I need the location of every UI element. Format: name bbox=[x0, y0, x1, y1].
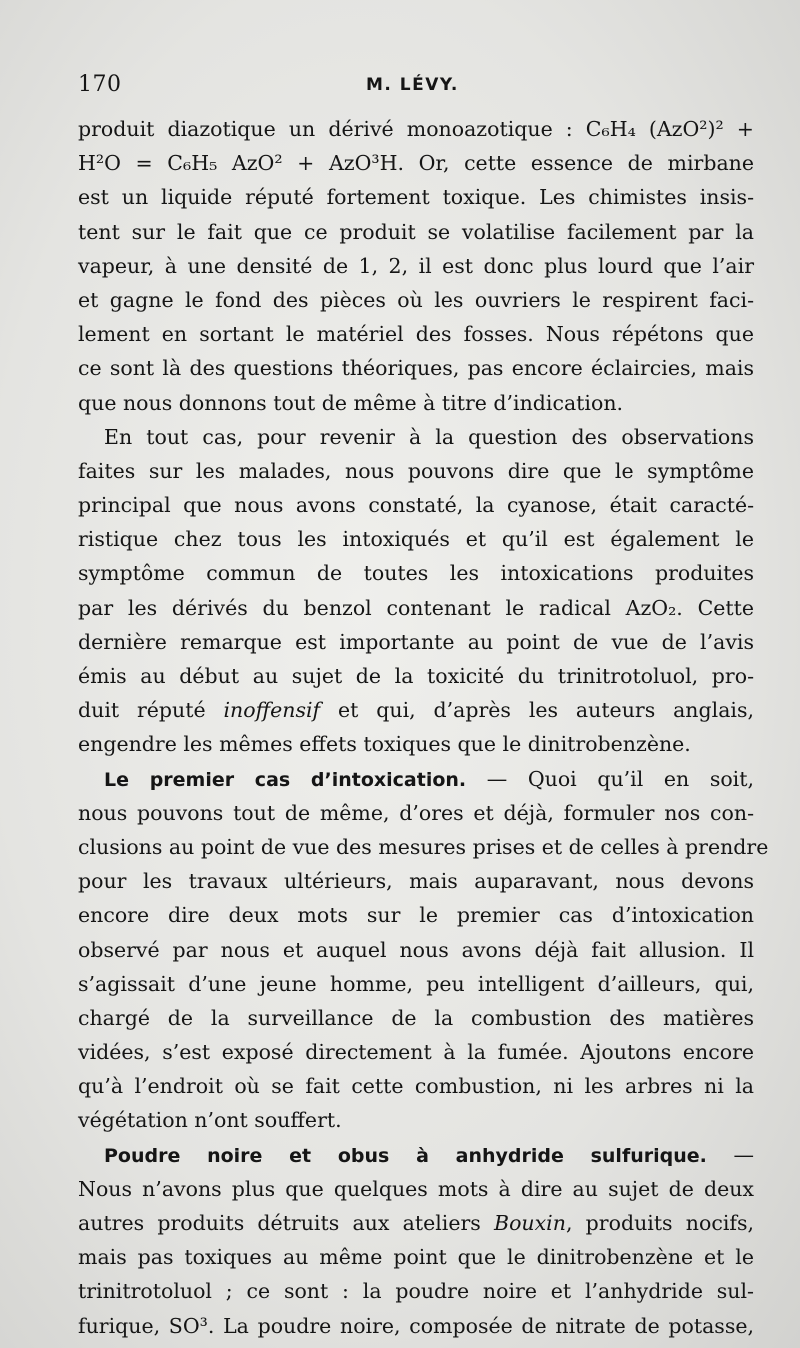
text-line: vapeur, à une densité de 1, 2, il est donc plus lourd que l’air bbox=[78, 253, 754, 278]
text-run: , produits nocifs, bbox=[565, 1211, 754, 1235]
section-heading: Le premier cas d’intoxication. bbox=[104, 768, 467, 791]
body-text bbox=[78, 112, 769, 1343]
text-line: ce sont là des questions théoriques, pas encore éclaircies, mais bbox=[78, 356, 754, 381]
text-line: et gagne le fond des pièces où les ouvriers le respirent faci- bbox=[78, 287, 754, 312]
text-line: est un liquide réputé fortement toxique. Les chimistes insis- bbox=[78, 185, 754, 210]
section-heading: Poudre noire et obus à anhydride sulfurique. bbox=[104, 1144, 707, 1167]
text-run: — bbox=[706, 1142, 754, 1167]
text-line: Nous n’avons plus que quelques mots à dire au sujet de deux bbox=[78, 1176, 754, 1201]
text-line: par les dérivés du benzol contenant le radical AzO₂. Cette bbox=[78, 595, 754, 620]
text-line: symptôme commun de toutes les intoxications produites bbox=[78, 561, 754, 586]
running-head: M. LÉVY. bbox=[366, 75, 459, 95]
text-line: En tout cas, pour revenir à la question des observations bbox=[104, 424, 754, 449]
text-run: autres produits détruits aux ateliers bbox=[78, 1211, 495, 1235]
text-line: nous pouvons tout de même, d’ores et déjà, formuler nos con- bbox=[78, 800, 754, 825]
text-run: et qui, d’après les auteurs anglais, bbox=[320, 698, 755, 723]
text-line: observé par nous et auquel nous avons déjà fait allusion. Il bbox=[78, 937, 754, 962]
text-line: végétation n’ont souffert. bbox=[78, 1108, 342, 1133]
text-line: clusions au point de vue des mesures prises et de celles à prendre bbox=[78, 834, 769, 859]
text-line: mais pas toxiques au même point que le dinitrobenzène et le bbox=[78, 1245, 754, 1270]
section-heading-line bbox=[78, 762, 754, 796]
text-line: tent sur le fait que ce produit se volatilise facilement par la bbox=[78, 219, 754, 244]
text-line: principal que nous avons constaté, la cyanose, était caracté- bbox=[78, 493, 754, 518]
page-header bbox=[78, 72, 740, 106]
text-line: ristique chez tous les intoxiqués et qu’il est également le bbox=[78, 527, 754, 552]
text-line: émis au début au sujet de la toxicité du trinitrotoluol, pro- bbox=[78, 664, 754, 688]
text-line: lement en sortant le matériel des fosses. Nous répétons que bbox=[78, 322, 754, 347]
text-line: pour les travaux ultérieurs, mais auparavant, nous devons bbox=[78, 869, 754, 894]
text-line bbox=[78, 1206, 754, 1240]
text-line: vidées, s’est exposé directement à la fumée. Ajoutons encore bbox=[78, 1040, 754, 1065]
text-line: furique, SO³. La poudre noire, composée de nitrate de potasse, bbox=[78, 1313, 754, 1338]
text-line: s’agissait d’une jeune homme, peu intelligent d’ailleurs, qui, bbox=[78, 971, 754, 996]
text-line: produit diazotique un dérivé monoazotique : C₆H₄ (AzO²)² + bbox=[78, 117, 754, 141]
text-run: duit réputé bbox=[78, 698, 224, 723]
text-run: — Quoi qu’il en soit, bbox=[466, 766, 754, 791]
text-line: dernière remarque est importante au point de vue de l’avis bbox=[78, 629, 754, 654]
text-line: que nous donnons tout de même à titre d’indication. bbox=[78, 390, 624, 415]
text-line: chargé de la surveillance de la combustion des matières bbox=[78, 1005, 754, 1030]
text-line: faites sur les malades, nous pouvons dire que le symptôme bbox=[78, 458, 754, 483]
text-line: qu’à l’endroit où se fait cette combustion, ni les arbres ni la bbox=[78, 1074, 754, 1099]
text-line bbox=[78, 693, 754, 727]
page-number: 170 bbox=[78, 72, 122, 97]
italic-term: Bouxin bbox=[494, 1211, 566, 1235]
italic-term: inoffensif bbox=[223, 698, 321, 723]
text-line: encore dire deux mots sur le premier cas d’intoxication bbox=[78, 903, 754, 928]
text-line: trinitrotoluol ; ce sont : la poudre noire et l’anhydride sul- bbox=[78, 1279, 754, 1304]
text-line: engendre les mêmes effets toxiques que le dinitrobenzène. bbox=[78, 732, 691, 757]
section-heading-line bbox=[78, 1138, 754, 1172]
text-line: H²O = C₆H₅ AzO² + AzO³H. Or, cette essence de mirbane bbox=[78, 151, 754, 176]
